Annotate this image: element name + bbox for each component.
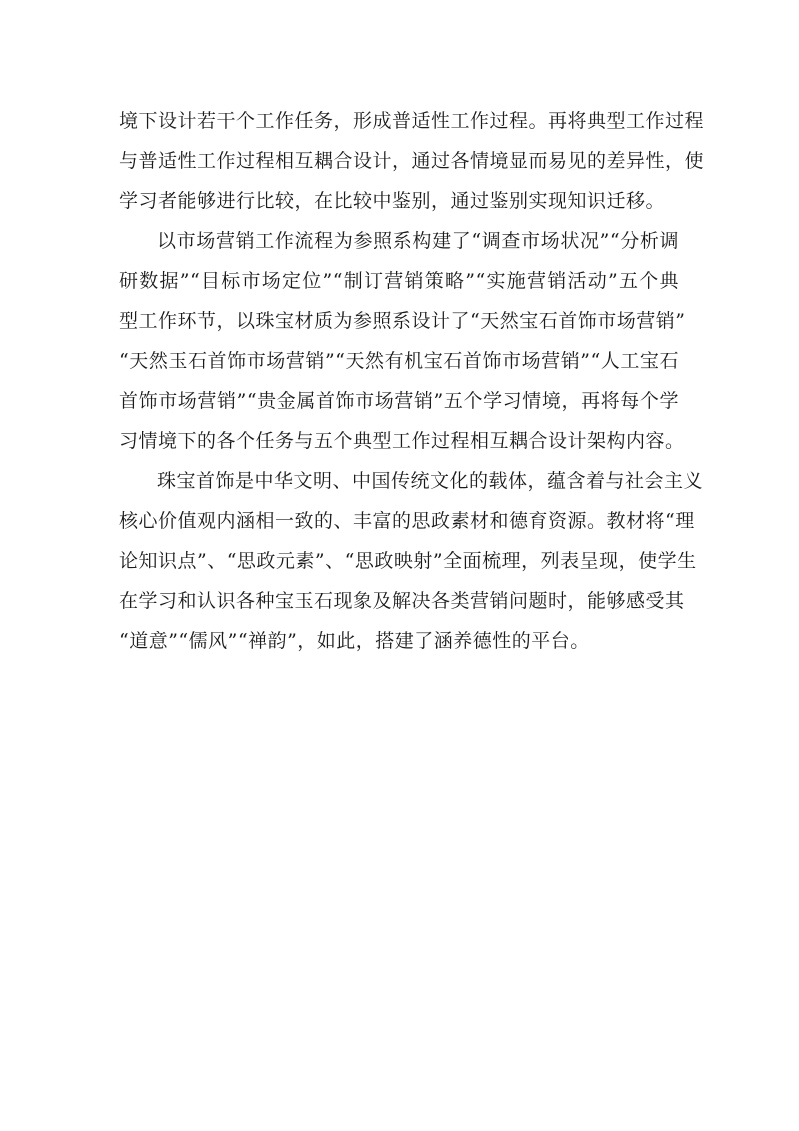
- paragraph-3: [119, 461, 704, 661]
- text-line: 与普适性工作过程相互耦合设计，通过各情境显而易见的差异性，使: [119, 150, 705, 172]
- paragraph-1: [119, 101, 705, 221]
- text-line: 论知识点”、“思政元素”、“思政映射”全面梳理，列表呈现，使学生: [119, 550, 697, 572]
- text-line: 珠宝首饰是中华文明、中国传统文化的载体，蕴含着与社会主义: [157, 470, 704, 492]
- text-line: 核心价值观内涵相一致的、丰富的思政素材和德育资源。教材将“理: [119, 510, 695, 532]
- text-line: 首饰市场营销”“贵金属首饰市场营销”五个学习情境，再将每个学: [119, 390, 679, 412]
- text-line: 学习者能够进行比较，在比较中鉴别，通过鉴别实现知识迁移。: [119, 190, 666, 212]
- text-line: 习情境下的各个任务与五个典型工作过程相互耦合设计架构内容。: [119, 430, 685, 452]
- text-line: 型工作环节，以珠宝材质为参照系设计了“天然宝石首饰市场营销”: [119, 310, 686, 332]
- text-line: 在学习和认识各种宝玉石现象及解决各类营销问题时，能够感受其: [119, 590, 685, 612]
- paragraph-2: [119, 221, 686, 461]
- text-line: 以市场营销工作流程为参照系构建了“调查市场状况”“分析调: [157, 230, 679, 252]
- body-text: [119, 101, 705, 661]
- text-line: “道意”“儒风”“禅韵”，如此，搭建了涵养德性的平台。: [119, 630, 590, 652]
- text-line: 境下设计若干个工作任务，形成普适性工作过程。再将典型工作过程: [119, 110, 705, 132]
- text-line: 研数据”“目标市场定位”“制订营销策略”“实施营销活动”五个典: [119, 270, 679, 292]
- text-line: “天然玉石首饰市场营销”“天然有机宝石首饰市场营销”“人工宝石: [119, 350, 679, 372]
